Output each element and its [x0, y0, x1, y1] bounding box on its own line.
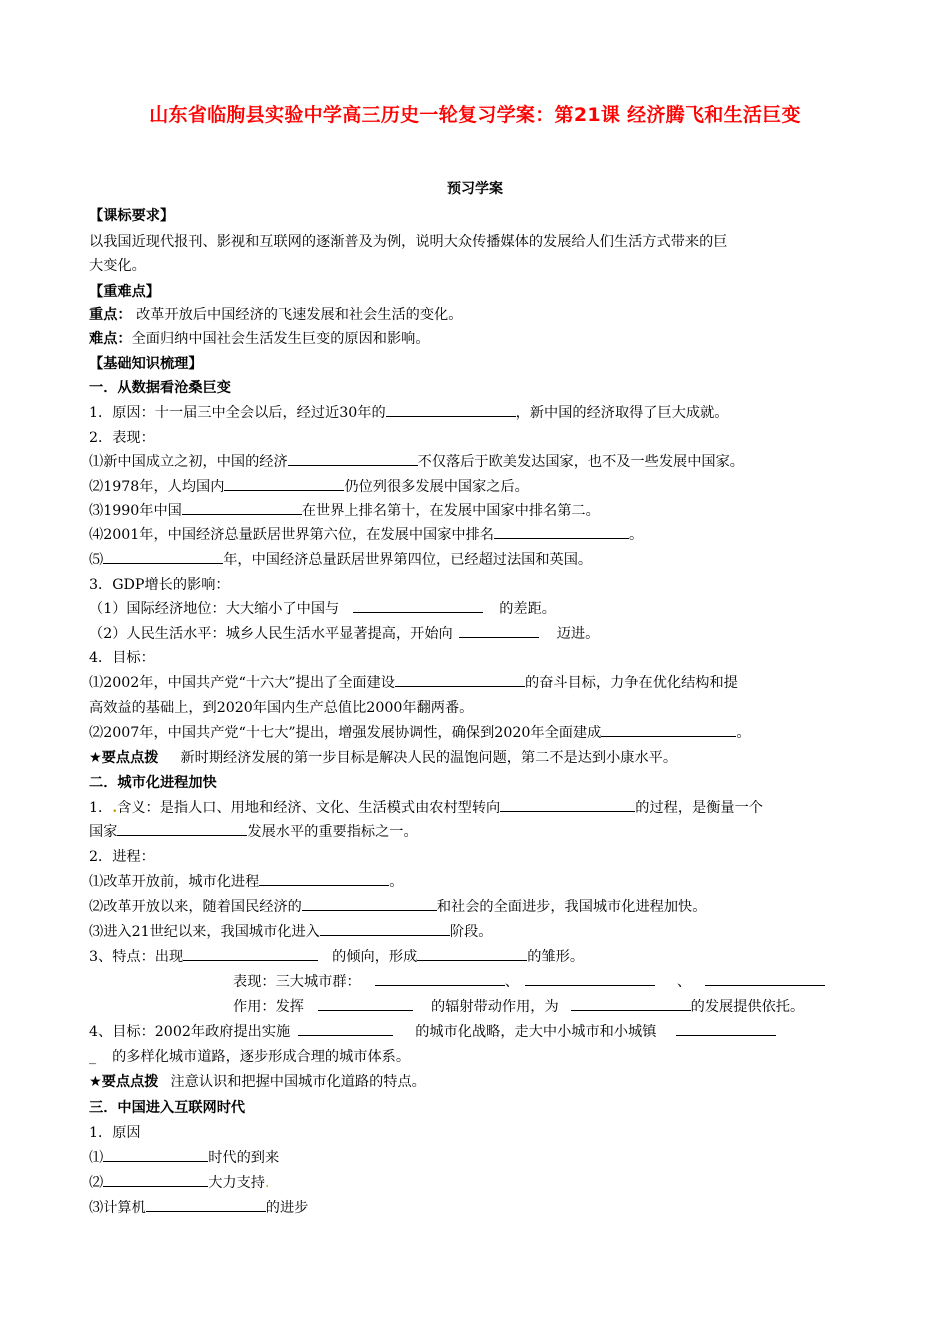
- part1-line: [89, 723, 751, 743]
- part3-line: [89, 1198, 308, 1218]
- text: 的发展提供依托。: [690, 999, 805, 1015]
- fill-blank[interactable]: [182, 501, 302, 515]
- part3-line: [89, 1148, 279, 1168]
- text: 的奋斗目标，力争在优化结构和提: [525, 675, 738, 691]
- part2-line: [233, 997, 804, 1017]
- stray-dot: .: [264, 1175, 270, 1191]
- fill-blank[interactable]: [571, 997, 691, 1011]
- fill-blank[interactable]: [417, 947, 527, 961]
- part1-line: 高效益的基础上，到2020年国内生产总值比2000年翻两番。: [89, 700, 474, 716]
- text: 注意认识和把握中国城市化道路的特点。: [170, 1074, 426, 1090]
- text: 国家: [89, 824, 118, 840]
- text: 和社会的全面进步，我国城市化进程加快。: [436, 899, 707, 915]
- text: 含义：是指人口、用地和经济、文化、生活模式由农村型转向: [117, 800, 501, 816]
- text: ⑵2007年，中国共产党“十七大”提出，增强发展协调性，确保到2020年全面建成: [89, 725, 602, 741]
- part1-line: 2．表现：: [89, 430, 155, 446]
- section-title: 预习学案: [447, 181, 503, 197]
- part1-line: [89, 477, 529, 497]
- part2-line: [89, 1047, 410, 1067]
- part2-line: [89, 947, 584, 967]
- fill-blank[interactable]: [500, 798, 635, 812]
- fill-blank[interactable]: [103, 1173, 208, 1187]
- part1-line: [89, 525, 643, 545]
- fill-blank[interactable]: [298, 1022, 393, 1036]
- text: 大力支持: [208, 1175, 265, 1191]
- fill-blank[interactable]: [395, 673, 525, 687]
- part1-tip: [89, 748, 677, 768]
- text: （1）国际经济地位：大大缩小了中国与: [89, 601, 340, 617]
- document-title: 山东省临朐县实验中学高三历史一轮复习学案：第21课 经济腾飞和生活巨变: [149, 104, 801, 126]
- text: 仍位列很多发展中国家之后。: [344, 479, 529, 495]
- text: 3、特点：出现: [89, 949, 184, 965]
- fill-blank[interactable]: [705, 972, 825, 986]
- text: 的倾向，形成: [332, 949, 418, 965]
- text: ⑴: [89, 1150, 104, 1166]
- text: 时代的到来: [208, 1150, 280, 1166]
- text: （2）人民生活水平：城乡人民生活水平显著提高，开始向: [89, 626, 453, 642]
- part1-line: 4．目标：: [89, 650, 155, 666]
- fill-blank[interactable]: [183, 947, 318, 961]
- difficult-point-text: 全面归纳中国社会生活发生巨变的原因和影响。: [131, 331, 430, 347]
- fill-blank[interactable]: [494, 525, 629, 539]
- key-point-line: [89, 305, 462, 325]
- fill-blank[interactable]: [302, 897, 437, 911]
- text: ⑷2001年，中国经济总量跃居世界第六位，在发展中国家中排名: [89, 527, 494, 543]
- text: ⑴2002年，中国共产党“十六大”提出了全面建设: [89, 675, 395, 691]
- fill-blank[interactable]: [601, 723, 736, 737]
- part2-line: [89, 798, 763, 818]
- part1-line: [89, 624, 599, 644]
- text: ⑶计算机: [89, 1200, 146, 1216]
- text: 年，中国经济总量跃居世界第四位，已经超过法国和英国。: [223, 552, 593, 568]
- text: 的差距。: [499, 601, 556, 617]
- text: 的过程，是衡量一个: [635, 800, 763, 816]
- text: ⑵: [89, 1175, 104, 1191]
- jichu-heading: 【基础知识梳理】: [89, 356, 203, 372]
- part1-line: 3．GDP增长的影响：: [89, 577, 230, 593]
- fill-blank[interactable]: [288, 452, 418, 466]
- kebiao-line1: 以我国近现代报刊、影视和互联网的逐渐普及为例，说明大众传播媒体的发展给人们生活方式带来的巨: [89, 234, 728, 250]
- part2-line: [233, 972, 825, 992]
- part2-line: [89, 822, 418, 842]
- part3-line: 1．原因: [89, 1125, 141, 1141]
- star-icon: ★要点点拨: [89, 1074, 159, 1090]
- text: ⑵1978年，人均国内: [89, 479, 225, 495]
- difficult-point-label: 难点：: [89, 331, 132, 347]
- text: 不仅落后于欧美发达国家，也不及一些发展中国家。: [417, 454, 744, 470]
- stray-dot: .: [112, 800, 118, 816]
- fill-blank[interactable]: [259, 872, 389, 886]
- part2-line: [89, 897, 706, 917]
- text: 的进步: [265, 1200, 309, 1216]
- part2-line: [89, 922, 492, 942]
- text: 的城市化战略，走大中小城市和小城镇: [415, 1024, 657, 1040]
- part2-line: [89, 1022, 776, 1042]
- part3-line: [89, 1173, 269, 1193]
- part1-line: [89, 501, 600, 521]
- fill-blank[interactable]: [459, 624, 539, 638]
- text: 新时期经济发展的第一步目标是解决人民的温饱问题，第二不是达到小康水平。: [180, 750, 678, 766]
- text: 4、目标：2002年政府提出实施: [89, 1024, 291, 1040]
- difficult-point-line: [89, 329, 430, 349]
- text: ⑵改革开放以来，随着国民经济的: [89, 899, 302, 915]
- fill-blank[interactable]: [318, 997, 413, 1011]
- part3-heading: 三．中国进入互联网时代: [89, 1100, 246, 1116]
- fill-blank[interactable]: [386, 403, 516, 417]
- fill-blank[interactable]: [375, 972, 505, 986]
- zhongnan-heading: 【重难点】: [89, 284, 160, 300]
- text: _: [89, 1049, 97, 1065]
- text: 、: [504, 974, 519, 990]
- part1-heading: 一．从数据看沧桑巨变: [89, 380, 231, 396]
- text: 、: [676, 974, 692, 990]
- text: 。: [389, 874, 404, 890]
- part1-line: [89, 550, 592, 570]
- text: 表现：三大城市群：: [233, 974, 361, 990]
- part1-line: [89, 403, 728, 423]
- text: ，新中国的经济取得了巨大成就。: [515, 405, 729, 421]
- text: ⑴新中国成立之初，中国的经济: [89, 454, 288, 470]
- fill-blank[interactable]: [117, 822, 247, 836]
- text: 。: [628, 527, 644, 543]
- text: 1．: [89, 800, 113, 816]
- fill-blank[interactable]: [224, 477, 344, 491]
- text: 的多样化城市道路，逐步形成合理的城市体系。: [112, 1049, 411, 1065]
- text: ⑶进入21世纪以来，我国城市化进入: [89, 924, 320, 940]
- fill-blank[interactable]: [103, 1148, 208, 1162]
- part1-line: [89, 599, 556, 619]
- part2-line: [89, 872, 403, 892]
- fill-blank[interactable]: [320, 922, 450, 936]
- text: 的辐射带动作用，为: [430, 999, 559, 1015]
- star-icon: ★要点点拨: [89, 750, 159, 766]
- part2-line: 2．进程：: [89, 849, 155, 865]
- fill-blank[interactable]: [146, 1198, 266, 1212]
- key-point-text: 改革开放后中国经济的飞速发展和社会生活的变化。: [131, 307, 463, 323]
- fill-blank[interactable]: [103, 550, 223, 564]
- key-point-label: 重点：: [89, 307, 132, 323]
- text: ⑴改革开放前，城市化进程: [89, 874, 260, 890]
- part2-tip: [89, 1072, 426, 1092]
- text: ⑶1990年中国: [89, 503, 182, 519]
- part1-line: [89, 452, 744, 472]
- text: 发展水平的重要指标之一。: [247, 824, 418, 840]
- text: 阶段。: [449, 924, 493, 940]
- fill-blank[interactable]: [525, 972, 655, 986]
- fill-blank[interactable]: [676, 1022, 776, 1036]
- text: 作用：发挥: [233, 999, 304, 1015]
- text: ⑸: [89, 552, 104, 568]
- text: 的雏形。: [527, 949, 585, 965]
- part1-line: [89, 673, 738, 693]
- kebiao-heading: 【课标要求】: [89, 208, 175, 224]
- text: 。: [736, 725, 751, 741]
- kebiao-line2: 大变化。: [89, 258, 146, 274]
- text: 迈进。: [556, 626, 600, 642]
- part2-heading: 二．城市化进程加快: [89, 775, 217, 791]
- text: 1．原因：十一届三中全会以后，经过近30年的: [89, 405, 386, 421]
- fill-blank[interactable]: [353, 599, 483, 613]
- text: 在世界上排名第十，在发展中国家中排名第二。: [301, 503, 600, 519]
